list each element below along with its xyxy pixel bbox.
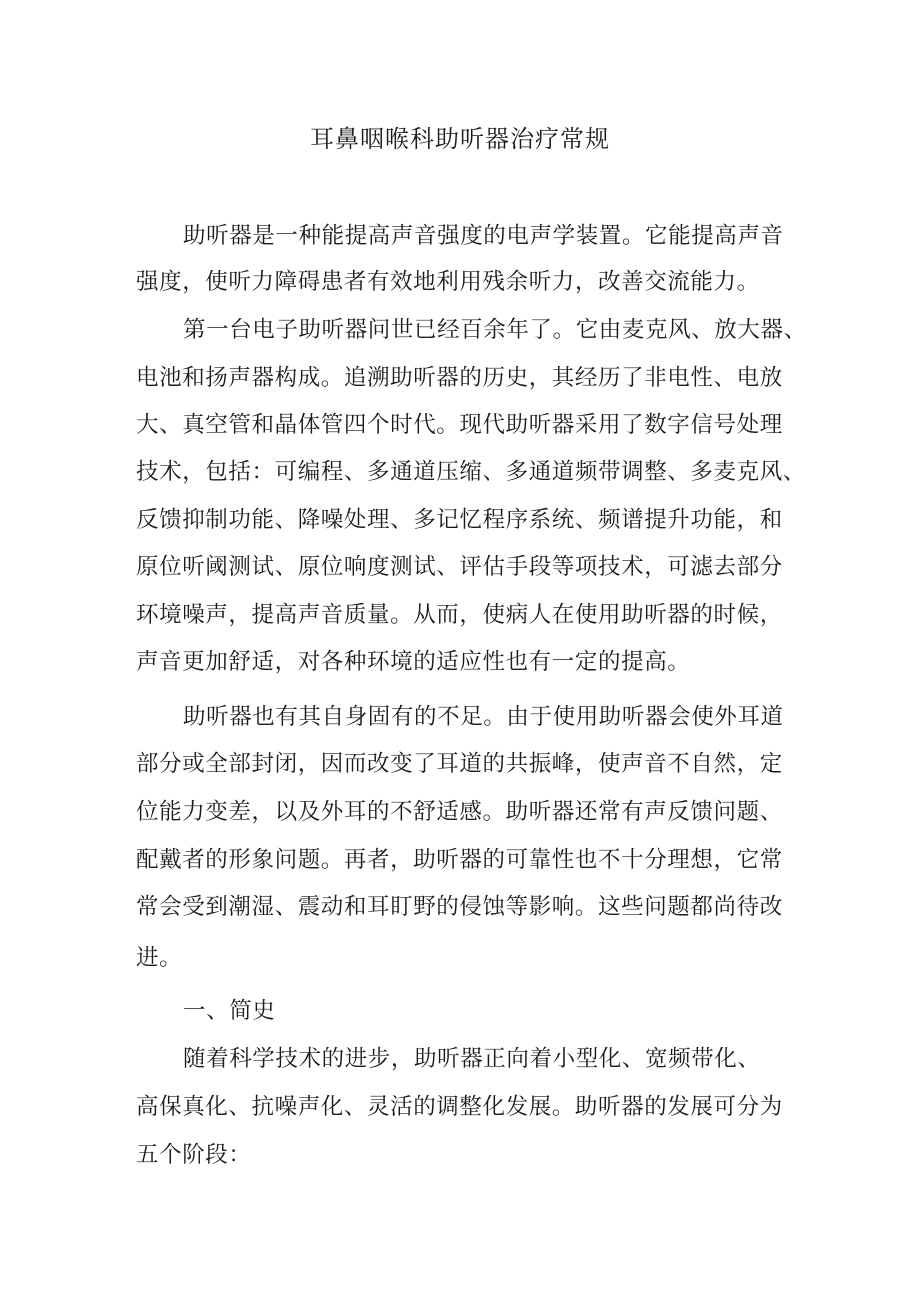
- paragraph-line: 五个阶段：: [136, 1142, 252, 1168]
- paragraph-line: 常会受到潮湿、震动和耳盯野的侵蚀等影响。这些问题都尚待改: [136, 894, 783, 920]
- paragraph-line: 原位听阈测试、原位响度测试、评估手段等项技术，可滤去部分: [136, 554, 783, 580]
- paragraph-line: 高保真化、抗噪声化、灵活的调整化发展。助听器的发展可分为: [136, 1094, 783, 1120]
- paragraph-line: 强度，使听力障碍患者有效地利用残余听力，改善交流能力。: [136, 269, 760, 295]
- paragraph-line: 部分或全部封闭，因而改变了耳道的共振峰，使声音不自然，定: [136, 751, 783, 777]
- paragraph-line: 助听器也有其自身固有的不足。由于使用助听器会使外耳道: [183, 704, 784, 730]
- paragraph-line: 声音更加舒适，对各种环境的适应性也有一定的提高。: [136, 649, 691, 675]
- section-heading: 一、简史: [183, 998, 276, 1024]
- paragraph-line: 大、真空管和晶体管四个时代。现代助听器采用了数字信号处理: [136, 412, 783, 438]
- paragraph-line: 第一台电子助听器问世已经百余年了。它由麦克风、放大器、: [183, 317, 807, 343]
- paragraph-line: 环境噪声，提高声音质量。从而，使病人在使用助听器的时候，: [136, 602, 783, 628]
- paragraph-line: 助听器是一种能提高声音强度的电声学装置。它能提高声音: [183, 223, 784, 249]
- document-title: 耳鼻咽喉科助听器治疗常规: [310, 125, 610, 153]
- paragraph-line: 随着科学技术的进步，助听器正向着小型化、宽频带化、: [183, 1046, 761, 1072]
- paragraph-line: 位能力变差，以及外耳的不舒适感。助听器还常有声反馈问题、: [136, 799, 783, 825]
- paragraph-line: 反馈抑制功能、降噪处理、多记忆程序系统、频谱提升功能，和: [136, 507, 783, 533]
- paragraph-line: 配戴者的形象问题。再者，助听器的可靠性也不十分理想，它常: [136, 847, 783, 873]
- paragraph-line: 进。: [136, 945, 183, 971]
- paragraph-line: 电池和扬声器构成。追溯助听器的历史，其经历了非电性、电放: [136, 365, 783, 391]
- paragraph-line: 技术，包括：可编程、多通道压缩、多通道频带调整、多麦克风、: [136, 459, 806, 485]
